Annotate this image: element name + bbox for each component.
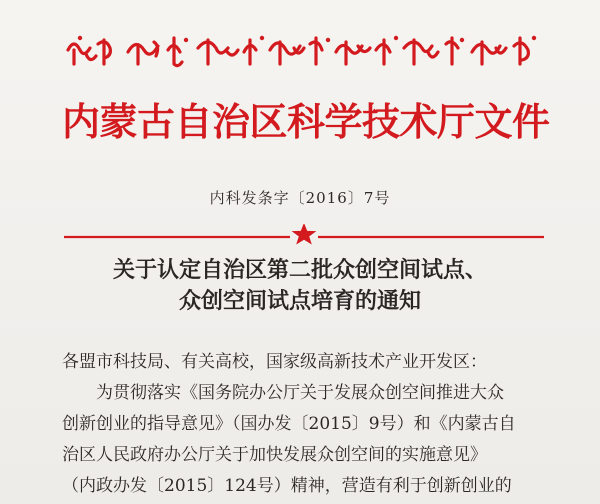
document-title: 内蒙古自治区科学技术厅文件 [62, 99, 550, 144]
body-line: 治区人民政府办公厅关于加快发展众创空间的实施意见》 [62, 445, 487, 465]
addressee-line: 各盟市科技局、有关高校，国家级高新技术产业开发区： [62, 352, 487, 372]
star-icon [292, 224, 317, 244]
body-line: （内政办发〔2015〕124号）精神，营造有利于创新创业的 [62, 476, 512, 496]
mongolian-script-graphic [58, 30, 546, 72]
red-divider-with-star [64, 224, 544, 246]
body-line: 为贯彻落实《国务院办公厅关于发展众创空间推进大众 [96, 383, 504, 403]
body-line: 创新创业的指导意见》（国办发〔2015〕9号）和《内蒙古自 [62, 414, 516, 434]
notice-title-line-1: 关于认定自治区第二批众创空间试点、 [112, 257, 487, 283]
document-body [62, 347, 546, 502]
mongolian-header-logo [58, 30, 546, 72]
notice-title-line-2: 众创空间试点培育的通知 [178, 288, 421, 314]
notice-title [0, 255, 600, 317]
document-number: 内科发条字〔2016〕7号 [209, 189, 391, 207]
